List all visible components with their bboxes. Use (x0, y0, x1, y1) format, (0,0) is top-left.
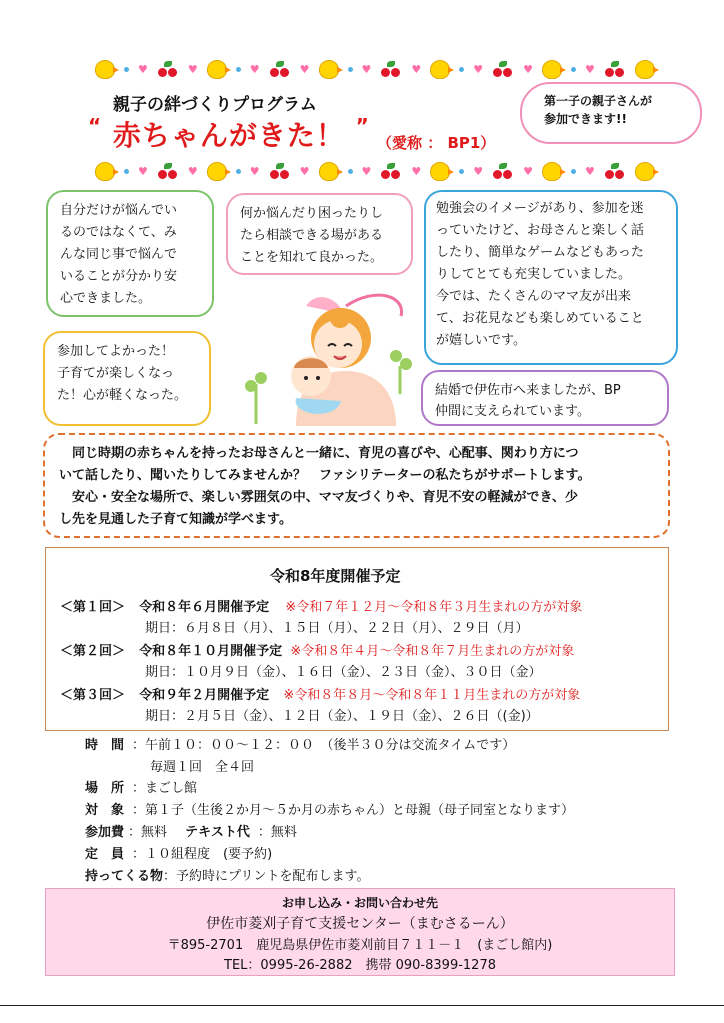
cherry-icon (157, 61, 179, 77)
testimonial-line: したり、簡単なゲームなどもあった (436, 245, 644, 260)
session-dates: 期日：６月８日（月）、１５日（月）、２２日（月）、２９日（月） (145, 621, 529, 636)
heart-icon: ♥ (411, 62, 422, 76)
heart-icon: ♥ (299, 164, 310, 178)
detail-frequency: 毎週１回 全４回 (150, 760, 255, 775)
cherry-icon (604, 61, 626, 77)
contact-address: 〒895-2701 鹿児島県伊佐市菱刈前目７１１－１ (まごし館内) (167, 938, 553, 953)
testimonial-line: が嬉しいです。 (436, 333, 526, 348)
testimonial-bubble (46, 190, 214, 317)
detail-bring (85, 865, 369, 884)
detail-label: 時 間 (85, 738, 125, 753)
detail-value: ：第１子（生後２か月～５か月の赤ちゃん）と母親（母子同室となります） (132, 803, 575, 818)
dot-icon (571, 67, 576, 72)
testimonial-line: 結婚で伊佐市へ来ましたが、BP (435, 383, 621, 398)
cherry-icon (380, 163, 402, 179)
program-title: 親子の絆づくりプログラム (113, 95, 317, 115)
intro-paragraph (43, 433, 670, 538)
heart-icon: ♥ (523, 164, 533, 178)
intro-line: し先を見通した子育て知識が学べます。 (59, 512, 292, 527)
session-target: ※令和８年８月～令和８年１１月生まれの方が対象 (283, 688, 581, 703)
badge-line-1: 第一子の親子さんが (544, 94, 653, 108)
testimonial-line: 自分だけが悩んでい (60, 203, 178, 218)
chick-icon (319, 162, 339, 181)
testimonial-line: 何か悩んだり困ったりし (240, 206, 384, 221)
testimonial-line: 心できました。 (60, 291, 152, 306)
detail-label: 定 員 (85, 847, 125, 862)
cherry-icon (269, 61, 291, 77)
testimonial-line: ことを知れて良かった。 (240, 250, 384, 265)
detail-value: ：予約時にプリントを配布します。 (163, 869, 370, 884)
chick-icon (207, 162, 227, 181)
heart-icon: ♥ (523, 62, 533, 76)
session-label: ＜第２回＞ (60, 644, 126, 659)
detail-label: 持ってくる物 (85, 869, 164, 884)
chick-icon (319, 60, 339, 79)
schedule-title: 令和8年度開催予定 (270, 567, 401, 585)
detail-place (85, 777, 197, 796)
detail-value: ：無料 (128, 825, 168, 840)
testimonial-line: た！心が軽くなった。 (57, 388, 188, 403)
dot-icon (459, 169, 464, 174)
testimonial-line: んな同じ事で悩んで (60, 247, 178, 262)
dot-icon (459, 67, 464, 72)
heart-icon: ♥ (411, 164, 422, 178)
heart-icon: ♥ (249, 164, 260, 178)
testimonial-line: 仲間に支えられています。 (435, 404, 590, 419)
first-child-badge-text (544, 92, 652, 128)
mother-baby-illustration (236, 276, 416, 426)
chick-icon (95, 60, 115, 79)
session-row (60, 596, 582, 615)
dot-icon (124, 67, 129, 72)
heart-icon: ♥ (473, 164, 484, 178)
session-period: 令和８年６月開催予定 (139, 600, 270, 615)
cherry-icon (492, 61, 514, 77)
chick-icon (635, 162, 655, 181)
testimonial-bubble (421, 370, 669, 426)
intro-line: 安心・安全な場所で、楽しい雰囲気の中、ママ友づくりや、育児不安の軽減ができ、少 (59, 490, 578, 505)
detail-target (85, 799, 574, 818)
heart-icon: ♥ (473, 62, 484, 76)
heart-icon: ♥ (361, 62, 372, 76)
session-label: ＜第３回＞ (60, 688, 126, 703)
chick-icon (430, 60, 450, 79)
detail-fee (85, 821, 297, 840)
cherry-icon (604, 163, 626, 179)
testimonial-line: 今では、たくさんのママ友が出来 (436, 289, 632, 304)
session-period: 令和９年２月開催予定 (139, 688, 270, 703)
cherry-icon (269, 163, 291, 179)
contact-heading: お申し込み・お問い合わせ先 (281, 896, 438, 910)
session-dates: 期日：１０月９日（金）、１６日（金）、２３日（金）、３０日（金） (145, 665, 542, 680)
session-period: 令和８年１０月開催予定 (139, 644, 283, 659)
detail-time (85, 734, 515, 753)
dot-icon (236, 169, 241, 174)
session-target: ※令和７年１２月～令和８年３月生まれの方が対象 (285, 600, 583, 615)
cherry-icon (157, 163, 179, 179)
dot-icon (571, 169, 576, 174)
session-target: ※令和８年４月～令和８年７月生まれの方が対象 (290, 644, 575, 659)
detail-value: ：まごし館 (132, 781, 198, 796)
testimonial-line: いることが分かり安 (60, 269, 178, 284)
cherry-icon (492, 163, 514, 179)
heart-icon: ♥ (361, 164, 372, 178)
bottom-rule (0, 1005, 724, 1006)
decorative-border-bottom (95, 158, 655, 184)
detail-capacity (85, 843, 272, 862)
nickname: （愛称 ： BP1） (377, 134, 496, 152)
chick-icon (430, 162, 450, 181)
testimonial-line: て、お花見なども楽しめていること (436, 311, 644, 326)
testimonial-line: りしてとても充実していました。 (436, 267, 632, 282)
session-row (60, 640, 574, 659)
decorative-border-top (95, 56, 655, 82)
detail-label: テキスト代 (185, 825, 250, 840)
detail-value: ：無料 (257, 825, 297, 840)
chick-icon (635, 60, 655, 79)
main-title-text: 赤ちゃんがきた！ (112, 119, 345, 152)
badge-line-2: 参加できます!! (544, 112, 627, 126)
intro-line: いて話したり、聞いたりしてみませんか？ ファシリテーターの私たちがサポートします。 (59, 468, 591, 483)
testimonial-bubble (226, 193, 413, 275)
testimonial-line: るのではなくて、み (60, 225, 177, 240)
session-label: ＜第１回＞ (60, 600, 126, 615)
testimonial-line: っていたけど、お母さんと楽しく話 (436, 223, 645, 238)
chick-icon (207, 60, 227, 79)
intro-line: 同じ時期の赤ちゃんを持ったお母さんと一緒に、育児の喜びや、心配事、関わり方につ (59, 446, 579, 461)
detail-value: ：１０組程度 (要予約) (132, 847, 273, 862)
heart-icon: ♥ (187, 62, 198, 76)
dot-icon (236, 67, 241, 72)
contact-phone: TEL：0995-26-2882 携帯 090-8399-1278 (224, 958, 496, 973)
dot-icon (348, 67, 353, 72)
testimonial-line: 勉強会のイメージがあり、参加を迷 (436, 201, 644, 216)
heart-icon: ♥ (299, 62, 310, 76)
heart-icon: ♥ (138, 62, 148, 76)
heart-icon: ♥ (138, 164, 148, 178)
testimonial-bubble (424, 190, 678, 365)
testimonial-line: たら相談できる場がある (240, 228, 384, 243)
detail-value: ：午前１０：００～１２：００ （後半３０分は交流タイムです） (132, 738, 516, 753)
cherry-icon (380, 61, 402, 77)
testimonial-line: 子育てが楽しくなっ (57, 366, 175, 381)
dot-icon (124, 169, 129, 174)
chick-icon (95, 162, 115, 181)
heart-icon: ♥ (585, 164, 595, 178)
heart-icon: ♥ (249, 62, 260, 76)
testimonial-line: 参加してよかった！ (57, 344, 175, 359)
testimonial-bubble (43, 331, 211, 426)
detail-label: 対 象 (85, 803, 125, 818)
heart-icon: ♥ (187, 164, 198, 178)
detail-label: 参加費 (85, 825, 125, 840)
detail-label: 場 所 (85, 781, 125, 796)
chick-icon (542, 60, 562, 79)
heart-icon: ♥ (585, 62, 595, 76)
chick-icon (542, 162, 562, 181)
main-title: “ 赤ちゃんがきた！ ” (88, 114, 370, 152)
session-dates: 期日：２月５日（金）、１２日（金）、１９日（金）、２６日（(金)） (145, 709, 539, 724)
session-row (60, 684, 580, 703)
contact-org: 伊佐市菱刈子育て支援センター（まむさるーん） (206, 916, 514, 932)
dot-icon (348, 169, 353, 174)
